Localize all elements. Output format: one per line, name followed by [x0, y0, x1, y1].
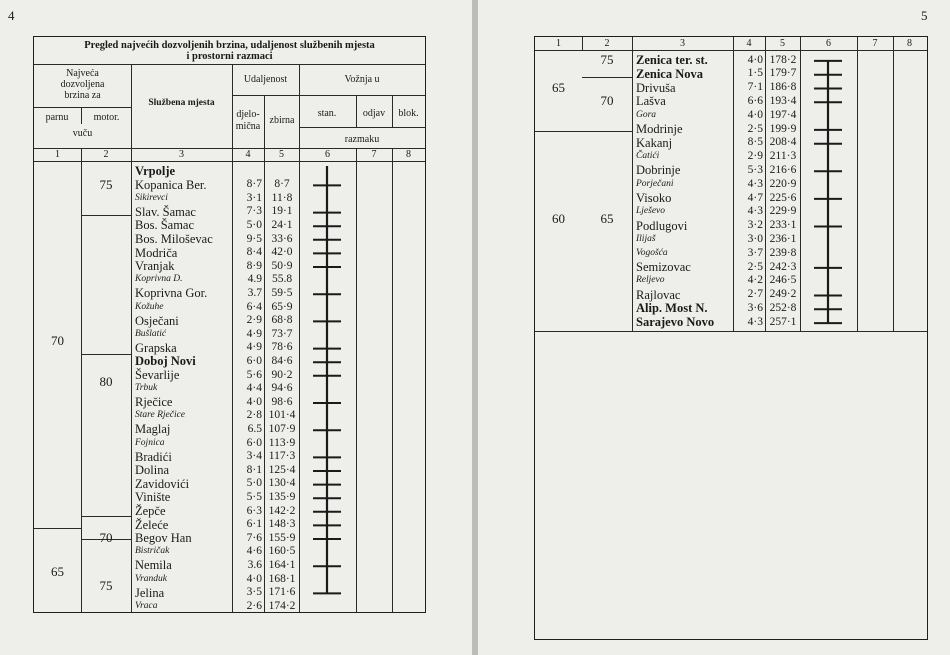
- station-name: Zavidovići: [135, 476, 190, 491]
- distance-partial: 3·2: [747, 219, 763, 232]
- distance-partial: 4·6: [246, 545, 262, 558]
- header-djelo: djelo-: [236, 109, 260, 120]
- distance-partial: 4·3: [747, 315, 763, 328]
- distance-partial: 4·9: [246, 327, 262, 340]
- distance-total: 125·4: [268, 463, 296, 476]
- distance-total: 242·3: [769, 260, 797, 273]
- distance-partial: 6·3: [246, 504, 262, 517]
- table-title-line2: i prostorni razmaci: [186, 51, 273, 62]
- column-number-5: 5: [279, 149, 284, 160]
- distance-partial: 6.5: [247, 422, 262, 435]
- distance-total: 11·8: [271, 191, 293, 204]
- distance-partial: 5·5: [246, 490, 262, 503]
- station-name: Sarajevo Novo: [636, 315, 715, 330]
- distance-partial: 8·4: [246, 246, 262, 259]
- station-name: Vogošća: [636, 247, 668, 258]
- station-name: Modriča: [135, 245, 178, 260]
- speed-label: 65: [600, 210, 614, 226]
- speed-label: 60: [552, 210, 565, 226]
- distance-partial: 2·9: [246, 314, 262, 327]
- station-name: Kopanica Ber.: [135, 177, 207, 192]
- station-name: Osječani: [135, 313, 179, 328]
- station-name: Grapska: [135, 340, 177, 355]
- distance-partial: 8·1: [246, 463, 262, 476]
- station-name: Reljevo: [636, 275, 665, 286]
- distance-partial: 4·4: [246, 382, 262, 395]
- distance-total: 246·5: [769, 274, 797, 287]
- distance-partial: 7·6: [246, 531, 262, 544]
- distance-total: 179·7: [769, 67, 797, 80]
- distance-partial: 7·1: [747, 81, 763, 94]
- station-name: Bušlatić: [135, 328, 167, 339]
- distance-total: 90·2: [271, 368, 293, 381]
- distance-partial: 4.9: [247, 273, 262, 286]
- station-name: Doboj Novi: [135, 354, 196, 369]
- header-odjav: odjav: [362, 108, 386, 119]
- distance-total: 155·9: [268, 531, 296, 544]
- station-name: Vrpolje: [135, 164, 176, 178]
- station-name: Slav. Šamac: [135, 204, 196, 219]
- distance-total: 78·6: [271, 341, 293, 354]
- speed-label: 75: [600, 52, 614, 67]
- column-number-4: 4: [746, 38, 752, 49]
- distance-partial: 5·3: [747, 163, 763, 176]
- header-sluzbena-mjesta: Službena mjesta: [148, 98, 215, 108]
- distance-partial: 8·5: [747, 136, 763, 149]
- header-brzina-za: brzina za: [64, 90, 101, 101]
- distance-partial: 3·6: [747, 301, 763, 314]
- station-name: Alip. Most N.: [636, 301, 708, 316]
- station-name: Bradići: [135, 449, 172, 464]
- distance-partial: 2·6: [246, 599, 262, 612]
- header-parnu: parnu: [45, 112, 69, 123]
- station-name: Porječani: [636, 178, 674, 189]
- distance-total: 84·6: [271, 354, 293, 367]
- station-name: Lašva: [636, 94, 666, 109]
- distance-total: 178·2: [769, 53, 797, 66]
- distance-total: 197·4: [769, 108, 797, 121]
- distance-total: 68·8: [271, 314, 293, 327]
- speed-label: 65: [552, 79, 565, 95]
- station-name: Trbuk: [135, 383, 158, 394]
- distance-total: 19·1: [271, 205, 293, 218]
- distance-partial: 9·5: [246, 232, 262, 245]
- distance-partial: 2·9: [747, 150, 763, 163]
- distance-total: 33·6: [271, 232, 293, 245]
- distance-total: 59·5: [271, 286, 293, 299]
- distance-partial: 2·5: [747, 260, 763, 273]
- distance-partial: 4·9: [246, 341, 262, 354]
- station-name: Čatići: [636, 151, 660, 162]
- header-udaljenost: Udaljenost: [243, 74, 288, 85]
- header-najveca: Najveća: [66, 68, 99, 79]
- distance-total: 160·5: [268, 545, 296, 558]
- column-number-2: 2: [604, 38, 610, 49]
- distance-total: 229·9: [769, 205, 797, 218]
- distance-partial: 3·0: [747, 232, 763, 245]
- header-dozvoljena: dozvoljena: [60, 79, 105, 90]
- distance-partial: 3.6: [247, 558, 262, 571]
- station-name: Rajlovac: [636, 287, 681, 302]
- table-title-line1: Pregled najvećih dozvoljenih brzina, udaljenost službenih mjesta: [84, 40, 375, 51]
- header-stan: stan.: [317, 108, 337, 119]
- distance-total: 252·8: [769, 301, 797, 314]
- station-name: Zenica Nova: [636, 66, 704, 81]
- column-number-7: 7: [872, 38, 878, 49]
- distance-partial: 4·0: [246, 572, 262, 585]
- header-motor: motor.: [93, 112, 120, 123]
- station-name: Zenica ter. st.: [636, 53, 708, 67]
- speed-label: 80: [99, 373, 113, 389]
- distance-partial: 4·7: [747, 191, 763, 204]
- header-blok: blok.: [398, 108, 419, 119]
- distance-partial: 2·5: [747, 122, 763, 135]
- station-name: Želeće: [135, 517, 169, 532]
- right-table: [534, 36, 928, 640]
- station-name: Vraca: [135, 600, 158, 611]
- station-name: Bistričak: [135, 546, 170, 557]
- station-name: Kožuhe: [135, 301, 164, 312]
- station-name: Lješevo: [636, 206, 666, 217]
- column-number-4: 4: [245, 149, 251, 160]
- distance-partial: 3·7: [747, 246, 763, 259]
- left-page: [0, 0, 472, 655]
- distance-total: 164·1: [268, 558, 296, 571]
- station-name: Ševarlije: [135, 368, 180, 382]
- distance-partial: 4·3: [747, 177, 763, 190]
- distance-total: 65·9: [271, 300, 293, 313]
- distance-total: 55.8: [271, 273, 293, 286]
- column-number-1: 1: [556, 38, 561, 49]
- distance-total: 249·2: [769, 288, 797, 301]
- station-name: Ilijaš: [636, 233, 656, 244]
- distance-partial: 6·6: [747, 94, 763, 107]
- speed-label: 65: [51, 564, 64, 580]
- station-name: Vinište: [135, 490, 171, 505]
- distance-partial: 6·4: [246, 300, 262, 313]
- distance-partial: 5·0: [246, 477, 262, 490]
- distance-total: 50·9: [271, 259, 293, 272]
- distance-total: 239·8: [769, 246, 797, 259]
- distance-partial: 2·8: [246, 409, 262, 422]
- distance-total: 208·4: [769, 136, 797, 149]
- right-page-number: 5: [921, 8, 928, 23]
- distance-total: 225·6: [769, 191, 797, 204]
- station-name: Drivuša: [636, 80, 676, 95]
- distance-total: 171·6: [268, 586, 296, 599]
- distance-total: 135·9: [268, 490, 296, 503]
- header-voznja-u: Vožnja u: [344, 74, 380, 85]
- distance-total: 117·3: [268, 450, 296, 463]
- distance-partial: 3.7: [247, 286, 262, 299]
- station-name: Vranduk: [135, 573, 168, 584]
- header-razmaku: razmaku: [344, 134, 380, 145]
- distance-total: 142·2: [268, 504, 296, 517]
- station-name: Vranjak: [135, 259, 175, 274]
- column-number-1: 1: [55, 149, 60, 160]
- distance-total: 73·7: [271, 327, 293, 340]
- station-name: Semizovac: [636, 260, 691, 274]
- station-name: Nemila: [135, 558, 172, 573]
- column-number-6: 6: [325, 149, 330, 160]
- distance-partial: 2·7: [747, 288, 763, 301]
- distance-partial: 4·3: [747, 205, 763, 218]
- station-name: Dobrinje: [636, 163, 681, 178]
- station-name: Žepče: [135, 504, 166, 518]
- distance-total: 98·6: [271, 395, 293, 408]
- station-name: Maglaj: [135, 422, 171, 437]
- distance-total: 113·9: [268, 436, 296, 449]
- distance-partial: 8·9: [246, 259, 262, 272]
- distance-partial: 7·3: [246, 205, 262, 218]
- station-name: Modrinje: [636, 122, 683, 136]
- distance-total: 8·7: [274, 178, 290, 191]
- header-vucu: vuču: [72, 128, 93, 139]
- distance-partial: 4·0: [246, 395, 262, 408]
- station-name: Fojnica: [135, 437, 165, 448]
- distance-partial: 8·7: [246, 178, 262, 191]
- station-name: Begov Han: [135, 531, 192, 546]
- distance-total: 216·6: [769, 163, 797, 176]
- distance-total: 130·4: [268, 477, 296, 490]
- distance-total: 42·0: [271, 246, 293, 259]
- distance-partial: 5·0: [246, 218, 262, 231]
- left-block-diagram: [34, 37, 425, 612]
- distance-total: 94·6: [271, 382, 293, 395]
- distance-partial: 3·1: [246, 191, 262, 204]
- distance-partial: 5·6: [246, 368, 262, 381]
- distance-total: 199·9: [769, 122, 797, 135]
- speed-label: 70: [99, 530, 113, 546]
- distance-partial: 6·0: [246, 354, 262, 367]
- distance-partial: 3·5: [246, 586, 262, 599]
- distance-total: 174·2: [268, 599, 296, 612]
- column-number-5: 5: [780, 38, 785, 49]
- station-name: Dolina: [135, 463, 170, 478]
- distance-total: 236·1: [769, 232, 797, 245]
- distance-total: 257·1: [769, 315, 797, 328]
- distance-partial: 4·0: [747, 53, 763, 66]
- distance-total: 101·4: [268, 409, 296, 422]
- right-page: [478, 0, 950, 655]
- speed-label: 75: [99, 577, 113, 593]
- distance-total: 186·8: [769, 81, 797, 94]
- left-table: [33, 36, 426, 613]
- speed-label: 75: [99, 176, 113, 192]
- column-number-8: 8: [406, 149, 411, 160]
- station-name: Bos. Šamac: [135, 218, 195, 233]
- column-number-2: 2: [103, 149, 109, 160]
- right-block-diagram: [535, 37, 927, 639]
- station-name: Stare Rječice: [135, 410, 186, 421]
- station-name: Sikirevci: [135, 192, 168, 203]
- column-number-6: 6: [826, 38, 831, 49]
- header-micna: mična: [235, 121, 261, 132]
- station-name: Kakanj: [636, 135, 673, 150]
- distance-partial: 4·0: [747, 108, 763, 121]
- distance-total: 220·9: [769, 177, 797, 190]
- distance-partial: 6·0: [246, 436, 262, 449]
- station-name: Koprivna D.: [135, 274, 183, 285]
- distance-total: 148·3: [268, 518, 296, 531]
- distance-partial: 3·4: [246, 450, 262, 463]
- column-number-7: 7: [371, 149, 377, 160]
- distance-partial: 6·1: [246, 518, 262, 531]
- station-name: Podlugovi: [636, 218, 688, 233]
- column-number-3: 3: [680, 38, 685, 49]
- station-name: Koprivna Gor.: [135, 286, 208, 301]
- distance-total: 233·1: [769, 219, 797, 232]
- column-number-8: 8: [907, 38, 912, 49]
- header-zbirna: zbirna: [269, 115, 295, 126]
- distance-total: 193·4: [769, 94, 797, 107]
- speed-label: 70: [51, 333, 64, 348]
- distance-total: 211·3: [769, 150, 797, 163]
- distance-total: 24·1: [271, 218, 293, 231]
- column-number-3: 3: [179, 149, 184, 160]
- station-name: Visoko: [636, 191, 672, 205]
- distance-total: 107·9: [268, 422, 296, 435]
- station-name: Gora: [636, 109, 657, 120]
- left-page-number: 4: [8, 8, 15, 23]
- distance-partial: 1·5: [747, 67, 763, 80]
- station-name: Rječice: [135, 395, 173, 410]
- speed-label: 70: [600, 93, 614, 109]
- station-name: Bos. Miloševac: [135, 232, 213, 246]
- distance-total: 168·1: [268, 572, 296, 585]
- distance-partial: 4·2: [747, 274, 763, 287]
- station-name: Jelina: [135, 585, 165, 600]
